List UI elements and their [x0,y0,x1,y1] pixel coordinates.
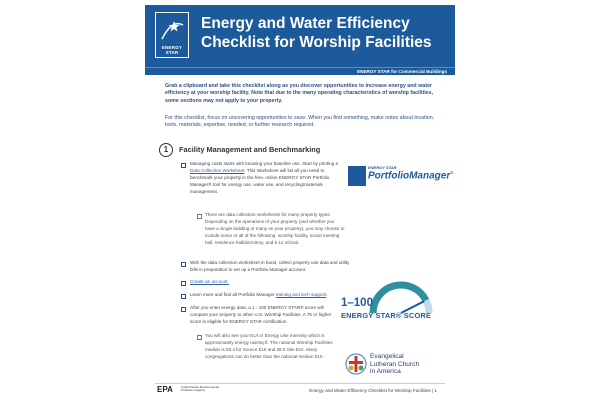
portfolio-manager-icon [348,166,366,186]
footer-page-label: Energy and Water Efficiency Checklist for Worship Facilities | 1 [309,388,437,393]
training-support-link[interactable]: training and tech support [275,292,327,297]
section-title: Facility Management and Benchmarking [179,145,321,154]
intro-normal: For this checklist, focus on uncovering opportunities to save. When you find something, make notes about location, tools, materials, expertise, needed, or further research required. [165,115,435,129]
item-1-text [190,161,340,196]
score-range: 1–100 [341,297,373,309]
energy-star-logo [155,12,189,58]
item-5-text: After you enter energy data, a 1 - 100 ENERGY STAR® score will compare your property to other U.S. Worship Facilities. A 75 or higher score is eligible for ENERGY STAR certification. [190,305,332,324]
energy-star-logo-text: ENERGY STAR [161,45,183,55]
checkbox-sub-2[interactable] [197,335,202,340]
epa-logo: EPA [157,385,173,394]
item-4-post: . [326,292,328,297]
checkbox-item-4[interactable] [181,294,186,299]
create-account-link[interactable]: Create an account. [190,279,229,284]
checkbox-item-1[interactable] [181,163,186,168]
item-2-text: With the data collection worksheet in hand, collect property use data and utility bills in preparation to set up a Portfolio Manager account. [190,260,350,272]
registered-mark: ® [450,170,454,175]
program-bar [145,67,455,75]
elca-line-2: Lutheran Church [370,360,420,368]
footer-divider [155,383,445,384]
elca-logo [345,351,445,381]
portfolio-manager-small-text: ENERGY STAR [368,165,397,170]
item-4-text [190,292,350,299]
sub-2-text: You will also see your EUI or Energy Use Intensity which is approximately energy use/sq.ft. The national Worship Facilities median is 58.4 for Source EUI and 38.5 Site EUI. Many congregations can do better than the national median EUI. [205,333,333,359]
elca-line-1: Evangelical [370,353,404,360]
title-line-2: Checklist for Worship Facilities [201,34,432,51]
section-number-badge: 1 [159,143,173,157]
elca-cross-icon [345,353,367,375]
portfolio-manager-word: PortfolioManager [368,170,451,182]
title-line-1: Energy and Water Efficiency [201,15,410,32]
score-label: ENERGY STAR® SCORE [341,311,432,320]
checklist-page [145,5,455,397]
elca-line-3: in America [370,368,401,376]
elca-name [370,353,419,376]
portfolio-manager-logo [348,163,454,189]
portfolio-manager-name [368,170,453,181]
epa-agency-name: United States Environmental Protection Agency [181,385,220,393]
item-3-text [190,279,340,286]
page-header [145,5,455,67]
energy-star-icon [159,15,185,45]
intro-bold: Grab a clipboard and take this checklist along as you discover opportunities to increase energy and water efficiency at your worship facility. Note that due to the many operating characteristics of worship facilities, some sections may not apply to your property. [165,83,434,104]
item-1-post: . This Worksheet will list all you need to benchmark your property in the free, online ENERGY STAR Portfolio Manager® tool for energy use, water use, and recycling/materials management. [190,167,330,194]
sub-1-text: There are data collection worksheets for many property types. Depending on the operations of your property (and whether you have a single building or many on your property), you may choose to include some or all of the following: worship facility, social meeting hall, residence hall/dormitory, and k-12 school. [205,212,345,245]
program-label: ENERGY STAR for Commercial Buildings [357,68,447,74]
checkbox-sub-1[interactable] [197,214,202,219]
page-title [201,14,451,52]
gauge-fill [373,285,426,313]
checkbox-item-2[interactable] [181,262,186,267]
checkbox-item-3[interactable] [181,281,186,286]
item-1-pre: Managing costs starts with knowing your baseline use. Start by printing a [190,161,339,166]
item-4-pre: Learn more and find all Portfolio Manager [190,292,276,297]
data-collection-worksheet-link[interactable]: Data Collection Worksheet [190,167,245,173]
checkbox-item-5[interactable] [181,307,186,312]
